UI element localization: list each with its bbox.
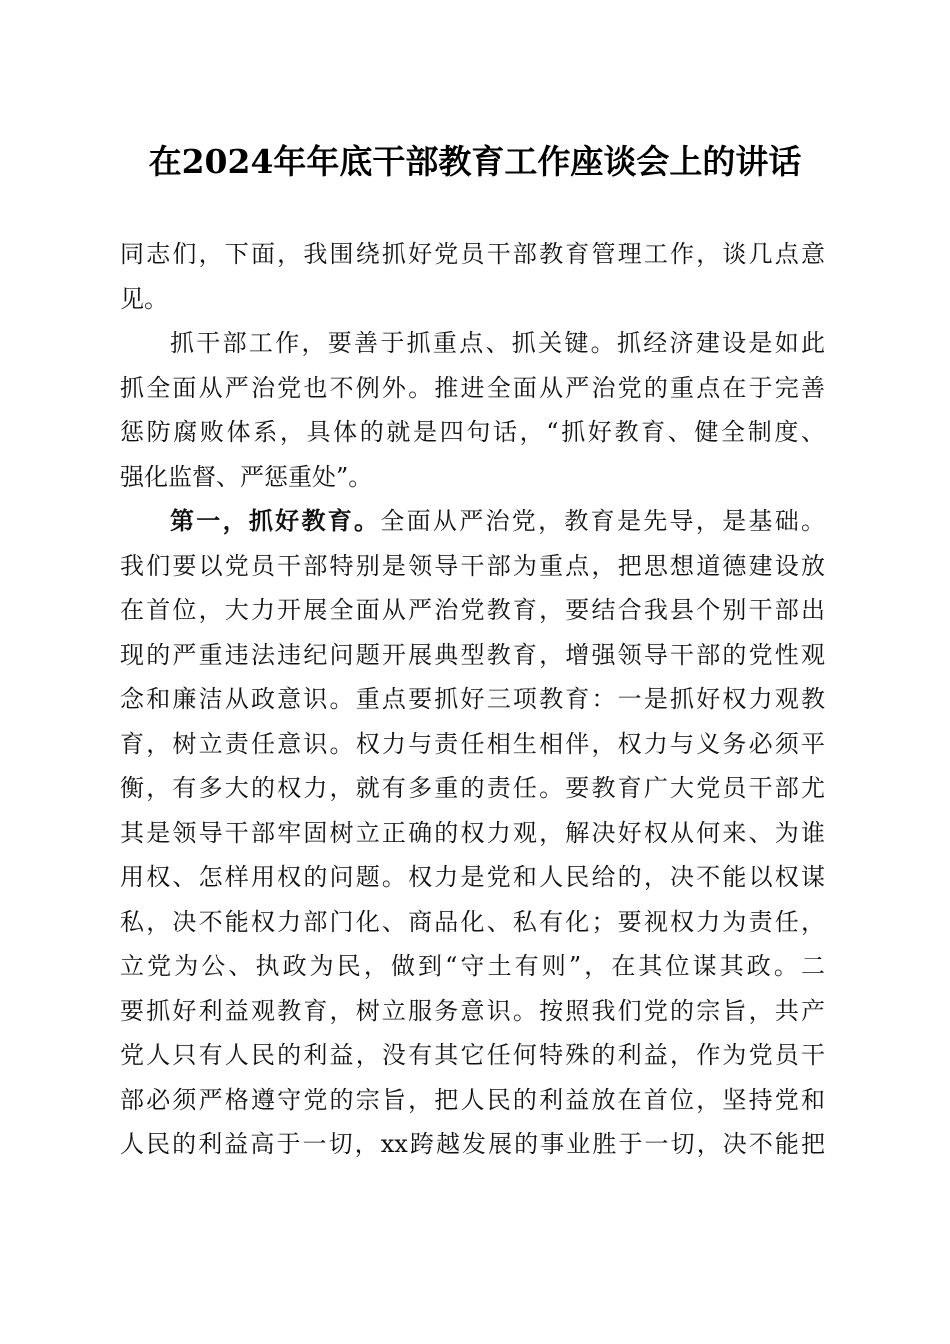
paragraph-3-line-13: 党人只有人民的利益，没有其它任何特殊的利益，作为党员干 [120, 1041, 825, 1069]
paragraph-3-line-1-text: 全面从严治党，教育是先导，是基础。 [380, 507, 825, 535]
paragraph-1-line-1: 同志们，下面，我围绕抓好党员干部教育管理工作，谈几点意 [120, 240, 825, 268]
paragraph-1-line-2: 见。 [120, 284, 168, 313]
document-body [120, 232, 825, 1167]
paragraph-2-line-4: 强化监督、严惩重处”。 [120, 462, 373, 491]
paragraph-3-line-15: 人民的利益高于一切，xx跨越发展的事业胜于一切，决不能把 [120, 1130, 825, 1158]
paragraph-3-line-12: 要抓好利益观教育，树立服务意识。按照我们党的宗旨，共产 [120, 996, 825, 1025]
paragraph-3-line-3: 在首位，大力开展全面从严治党教育，要结合我县个别干部出 [120, 596, 825, 624]
paragraph-3-line-1 [120, 499, 825, 544]
paragraph-2-line-1: 抓干部工作，要善于抓重点、抓关键。抓经济建设是如此 [170, 329, 825, 357]
paragraph-3-line-4: 现的严重违法违纪问题开展典型教育，增强领导干部的党性观 [120, 640, 825, 669]
paragraph-3-lead: 第一，抓好教育。 [170, 506, 381, 535]
document-title: 在2024年年底干部教育工作座谈会上的讲话 [148, 142, 802, 181]
paragraph-3-line-5: 念和廉洁从政意识。重点要抓好三项教育：一是抓好权力观教 [120, 685, 825, 713]
paragraph-3-line-9: 用权、怎样用权的问题。权力是党和人民给的，决不能以权谋 [120, 863, 825, 891]
paragraph-3-line-7: 衡，有多大的权力，就有多重的责任。要教育广大党员干部尤 [120, 774, 825, 802]
paragraph-3-line-11: 立党为公、执政为民，做到“守土有则”，在其位谋其政。二 [120, 952, 825, 980]
paragraph-2-line-2: 抓全面从严治党也不例外。推进全面从严治党的重点在于完善 [120, 373, 825, 402]
paragraph-3-line-6: 育，树立责任意识。权力与责任相生相伴，权力与义务必须平 [120, 729, 825, 758]
paragraph-3-line-8: 其是领导干部牢固树立正确的权力观，解决好权从何来、为谁 [120, 818, 825, 847]
paragraph-2-line-3: 惩防腐败体系，具体的就是四句话，“抓好教育、健全制度、 [120, 418, 825, 446]
paragraph-3-line-2: 我们要以党员干部特别是领导干部为重点，把思想道德建设放 [120, 551, 825, 580]
paragraph-3-line-14: 部必须严格遵守党的宗旨，把人民的利益放在首位，坚持党和 [120, 1085, 825, 1114]
paragraph-3-line-10: 私，决不能权力部门化、商品化、私有化；要视权力为责任， [120, 907, 825, 936]
